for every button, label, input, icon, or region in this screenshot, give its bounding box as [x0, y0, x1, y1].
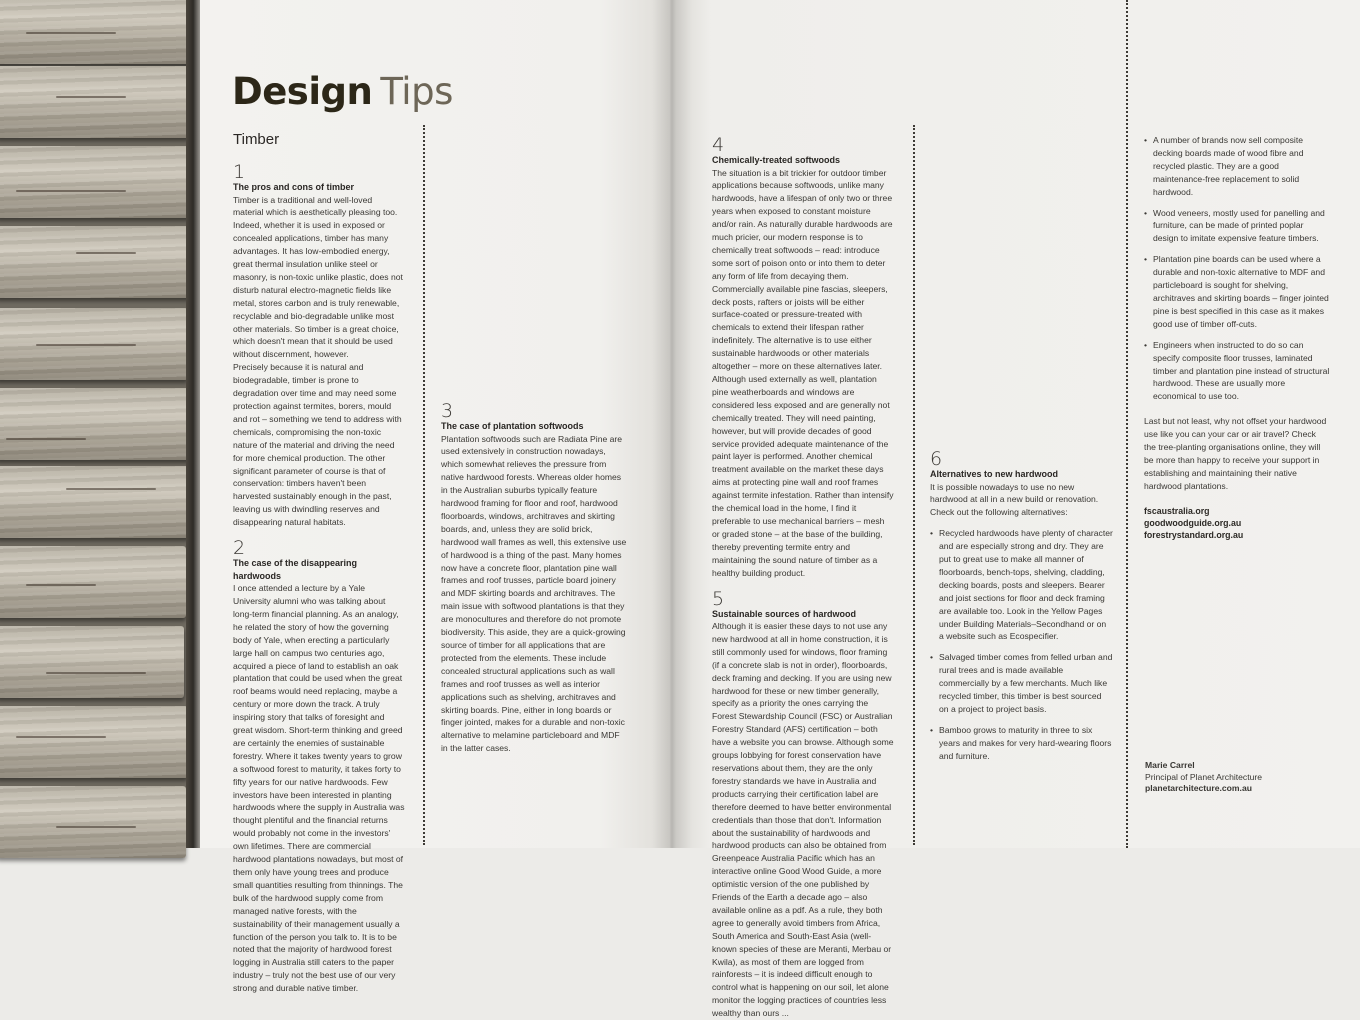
section-heading: Chemically-treated softwoods [712, 155, 841, 165]
alternatives-list [930, 527, 1113, 762]
list-item: • A number of brands now sell composite decking boards made of wood fibre and recycled plastic. They are a good maintenance-free replacement to solid hardwood. [1144, 134, 1330, 199]
column-divider [913, 125, 915, 845]
title-word-tips: Tips [380, 70, 453, 113]
section-heading: The pros and cons of timber [233, 182, 355, 192]
section-number: 6 [930, 448, 943, 470]
resource-links [1144, 505, 1330, 541]
list-item: • Engineers when instructed to do so can specify composite floor trusses, laminated timber and plantation pine instead of structural hardwood. These are usually more economical to use too. [1144, 339, 1330, 404]
body-paragraph: It is possible nowadays to use no new hardwood at all in a new build or renovation. Check out the following alternatives: [930, 481, 1099, 518]
timber-sleepers-photo [0, 0, 200, 848]
closing-paragraph: Last but not least, why not offset your hardwood use like you can your car or air travel? Check the tree-planting organisations online, they will be more than happy to receive your support in establishing and maintaining their native hardwood plantations. [1144, 416, 1327, 491]
section-heading: The case of the disappearing hardwoods [233, 558, 358, 581]
section-number: 1 [233, 161, 246, 183]
list-item: • Wood veneers, mostly used for panelling and furniture, can be made of printed poplar design to imitate expensive feature timbers. [1144, 207, 1330, 246]
author-name: Marie Carrel [1145, 760, 1195, 770]
section-heading: The case of plantation softwoods [441, 421, 584, 431]
text-column-3 [712, 136, 894, 1020]
text-column-1 [233, 163, 405, 995]
body-paragraph: Precisely because it is natural and biodegradable, timber is prone to degradation over time and may need some protection against termites, borers, mould and rot – something we tend to address with chemicals, compromising the non-toxic nature of the material and driving the need for more chemical production. The other significant parameter of course is that of conservation: timbers haven't been harvested sustainably enough in the past, leaving us with dwindling reserves and disappearing natural habitats. [233, 362, 402, 528]
section-number: 3 [441, 400, 454, 422]
alternatives-list-continued [1144, 134, 1330, 403]
page-gutter [652, 0, 692, 848]
body-paragraph: Although it is easier these days to not use any new hardwood at all in home construction, it is still commonly used for windows, floor framing (if a concrete slab is not in order), floorboards, deck framing and decking. If you are using new hardwood for these or new timber generally, specify as a priority the ones carrying the Forest Stewardship Council (FSC) or Australian Forestry Standard (AFS) certification – both have a website you can browse. Although some groups lobbying for forest conservation have reservations about them, they are the only forestry standards we have in Australia and products carrying their certification label are therefore deemed to have better environmental credentials than those that don't. Information about the sustainability of hardwoods and hardwood products can also be obtained from Greenpeace Australia Pacific which has an interactive online Good Wood Guide, a more optimistic version of the one published by Friends of the Earth a decade ago – also available online as a pdf. As a rule, they both agree to generally avoid timbers from Africa, South America and South-East Asia (well-known species of these are Meranti, Merbau or Kwila), as most of them are logged from rainforests – it is indeed difficult enough to control what is happening on our soil, let alone monitor the logging practices of countries less wealthy than ours ... [712, 621, 894, 1019]
section-heading: Alternatives to new hardwood [930, 469, 1059, 479]
body-paragraph: I once attended a lecture by a Yale University alumni who was talking about long-term financial planning. As an analogy, he related the story of how the governing body of Yale, when erecting a particularly large hall on campus two centuries ago, acquired a piece of land to establish an oak plantation that could be used when the great roof beams would need replacing, maybe a century or more down the track. A truly inspiring story that talks of foresight and great wisdom. Short-term thinking and greed are certainly the enemies of sustainable forestry. Where it takes twenty years to grow a softwood forest to maturity, it takes forty to fifty years for our native hardwoods. Few investors have been interested in planting hardwoods where the supply in Australia was thought plentiful and the financial returns would probably not come in the investors' own lifetimes. There are commercial hardwood plantations nowadays, but most of them only have young trees and produce small quantities resulting from thinnings. The bulk of the hardwood supply come from managed native forests, with the sustainability of their management usually a function of the person you talk to. It is to be noted that the majority of hardwood forest logging in Australia still caters to the paper industry – truly not the best use of our very strong and durable native timber. [233, 583, 405, 994]
section-number: 5 [712, 587, 725, 610]
body-paragraph: The situation is a bit trickier for outdoor timber applications because softwoods, unlike many hardwoods, have a lifespan of only two or three years when exposed to constant moisture and/or rain. As naturally durable hardwoods are much pricier, our modern response is to chemically treat softwoods – read: introduce some sort of poison onto or into them to deter any form of life from decaying them. Commercially available pine fascias, sleepers, deck posts, rafters or joists will be either surface-coated or pressure-treated with chemicals to extend their lifespan rather indefinitely. The alternative is to use either sustainable hardwoods or other materials altogether – more on these alternatives later. Although used externally as well, plantation pine weatherboards and windows are considered less exposed and are generally not chemically treated. They will need painting, however, but will provide decades of good service provided adequate maintenance of the paint layer is performed. Another chemical treatment available on the market these days aims at protecting pine wall and roof frames against termite infestation. Rather than intensify the chemical load in the home, I find it preferable to use mechanical barriers – mesh or graded stone – at the base of the building, thereby preventing termite entry and maintaining the sound nature of timber as a healthy building product. [712, 167, 894, 578]
text-column-5 [1144, 134, 1330, 541]
link-fscaustralia[interactable]: fscaustralia.org [1144, 505, 1210, 516]
text-column-4 [930, 450, 1113, 771]
author-credit [1145, 760, 1325, 795]
link-goodwoodguide[interactable]: goodwoodguide.org.au [1144, 517, 1242, 528]
section-heading: Sustainable sources of hardwood [712, 608, 857, 619]
section-title: Timber [233, 131, 280, 148]
section-number: 4 [712, 134, 725, 156]
body-paragraph: Timber is a traditional and well-loved material which is aesthetically pleasing too. Indeed, whether it is used in exposed or concealed applications, timber has many advantages. It has low-embodied energy, great thermal insulation unlike steel or masonry, is non-toxic unlike plastic, does not disturb natural electro-magnetic fields like metal, stores carbon and is truly renewable, recyclable and bio-degradable unlike most other materials. So timber is a great choice, which doesn't mean that it should be used without discernment, however. [233, 194, 403, 360]
link-forestrystandard[interactable]: forestrystandard.org.au [1144, 529, 1244, 540]
list-item: • Recycled hardwoods have plenty of character and are especially strong and dry. They are put to great use to make all manner of floorboards, bench-tops, shelving, cladding, decking boards, posts and sleepers. Bearer and joist sections for floor and deck framing are available too. Look in the Yellow Pages under Building Materials–Secondhand or on a website such as Ecospecifier. [930, 527, 1113, 643]
author-role: Principal of Planet Architecture [1145, 771, 1263, 782]
column-divider [423, 125, 425, 845]
column-divider [1126, 0, 1128, 848]
text-column-2 [441, 402, 627, 755]
page-title [232, 70, 453, 113]
list-item: • Salvaged timber comes from felled urban and rural trees and is made available commercially by a few merchants. Much like recycled timber, this timber is best sourced on a project to project basis. [930, 651, 1113, 716]
list-item: • Bamboo grows to maturity in three to six years and makes for very hard-wearing floors and furniture. [930, 724, 1113, 763]
title-word-design: Design [232, 70, 373, 113]
author-website-link[interactable]: planetarchitecture.com.au [1145, 783, 1252, 793]
body-paragraph: Plantation softwoods such are Radiata Pine are used extensively in construction nowadays, which somewhat relieves the pressure from native hardwood forests. Whereas older homes in the Australian suburbs typically feature hardwood framing for floor and roof, hardwood floorboards, windows, architraves and skirting boards, and, unless they are solid brick, hardwood wall frames as well, this extensive use of hardwood is a thing of the past. Many homes now have a concrete floor, plantation pine wall frames and roof trusses, particle board joinery and MDF skirting boards and architraves. The main issue with softwood plantations is that they are monocultures and therefore do not promote biodiversity. This aside, they are a quick-growing source of timber for all applications that are protected from the elements. These include concealed structural applications such as wall frames and roof trusses as well as interior applications such as shelving, architraves and skirting boards. Pine, either in long boards or finger jointed, makes for a durable and non-toxic alternative to melamine particleboard and MDF in the latter cases. [441, 433, 627, 754]
section-number: 2 [233, 537, 246, 560]
list-item: • Plantation pine boards can be used where a durable and non-toxic alternative to MDF and particleboard is sought for shelving, architraves and skirting boards – finger jointed pine is best specified in this case as it makes good use of timber off-cuts. [1144, 253, 1330, 330]
